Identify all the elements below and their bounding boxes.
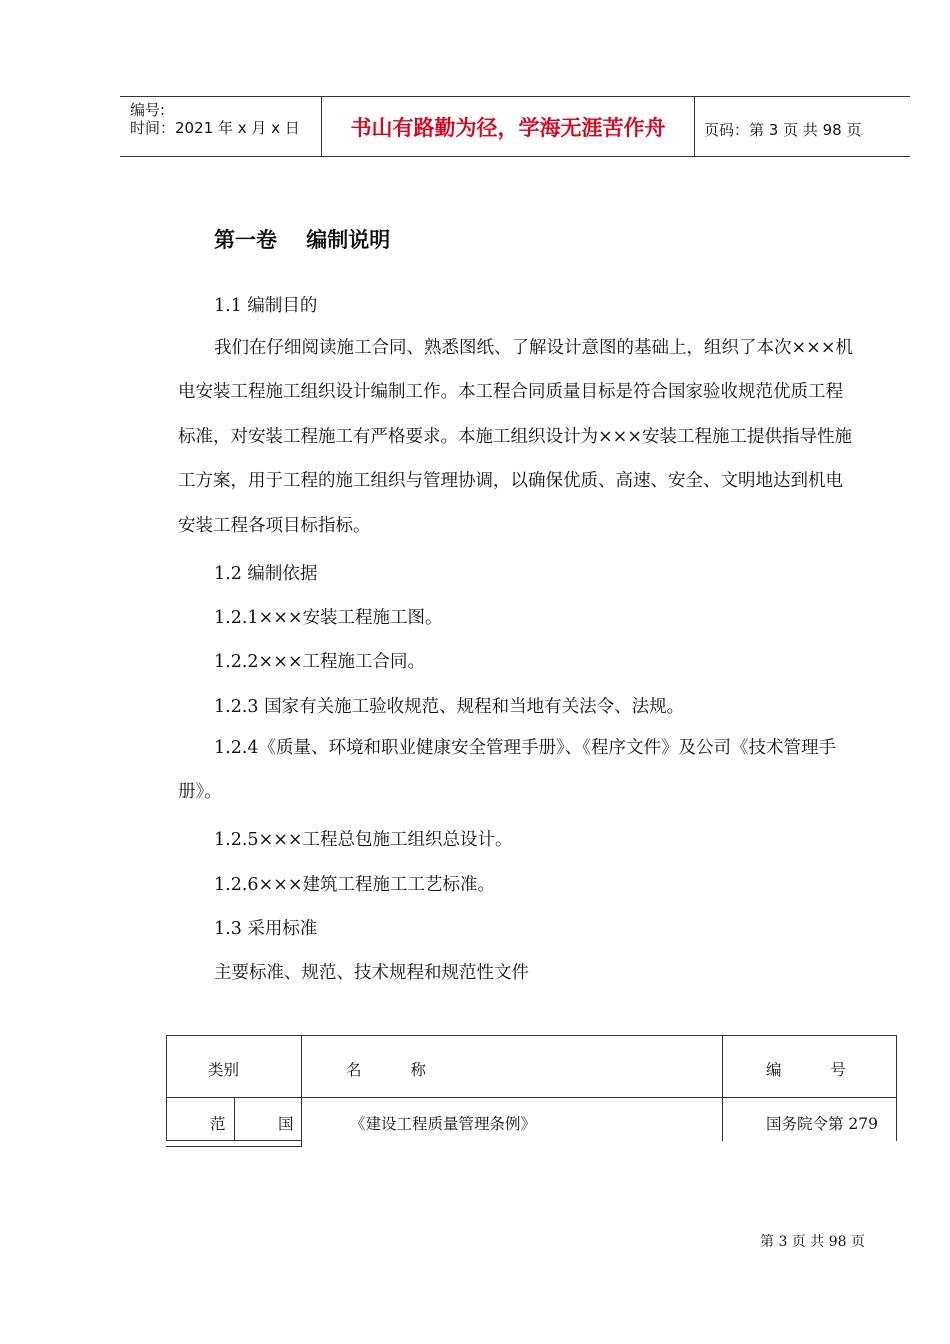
header-time-label: 时间：2021 年 x 月 x 日 <box>130 119 300 137</box>
table-rule <box>896 1035 897 1141</box>
table-cell-name: 《建设工程质量管理条例》 <box>350 1115 537 1133</box>
table-rule <box>301 1035 302 1147</box>
table-rule <box>166 1146 302 1147</box>
header-divider <box>694 97 695 157</box>
table-cell-category-a: 范 <box>210 1115 226 1133</box>
list-item: 1.2.4《质量、环境和职业健康安全管理手册》、《程序文件》及公司《技术管理手册》。 <box>178 738 837 803</box>
table-rule <box>166 1097 897 1098</box>
table-header-category: 类别 <box>208 1061 240 1079</box>
section-heading: 1.3 采用标准 <box>214 919 318 939</box>
table-rule <box>722 1035 723 1141</box>
section-heading: 1.2 编制依据 <box>214 564 318 584</box>
header-top-rule <box>120 96 910 97</box>
header-code-label: 编号: <box>130 101 166 119</box>
table-header-number: 编 号 <box>766 1061 846 1079</box>
table-rule <box>234 1097 235 1141</box>
paragraph: 我们在仔细阅读施工合同、熟悉图纸、了解设计意图的基础上，组织了本次×××机电安装工程施工组织设计编制工作。本工程合同质量目标是符合国家验收规范优质工程标准，对安装工程施工有严格要求。本施工组织设计为×××安装工程施工提供指导性施工方案，用于工程的施工组织与管理协调，以确保优质、高速、安全、文明地达到机电安装工程各项目标指标。 <box>178 338 853 536</box>
list-item: 1.2.2×××工程施工合同。 <box>214 652 426 672</box>
list-item: 1.2.5×××工程总包施工组织总设计。 <box>214 830 513 850</box>
list-item: 1.2.3 国家有关施工验收规范、规程和当地有关法令、法规。 <box>214 697 685 717</box>
header-motto: 书山有路勤为径，学海无涯苦作舟 <box>350 116 666 140</box>
table-cell-number: 国务院令第 279 <box>766 1115 879 1133</box>
footer-page-info: 第 3 页 共 98 页 <box>760 1234 865 1250</box>
table-rule <box>166 1035 897 1036</box>
header-page-info: 页码：第 3 页 共 98 页 <box>704 121 862 139</box>
header-bottom-rule <box>120 156 910 157</box>
list-item: 1.2.6×××建筑工程施工工艺标准。 <box>214 875 496 895</box>
paragraph: 主要标准、规范、技术规程和规范性文件 <box>214 963 529 983</box>
section-heading: 1.1 编制目的 <box>214 296 318 316</box>
table-rule <box>166 1035 167 1141</box>
list-item: 1.2.1×××安装工程施工图。 <box>214 608 443 628</box>
table-header-name: 名 称 <box>346 1061 426 1079</box>
table-cell-category-b: 国 <box>278 1115 294 1133</box>
document-title: 第一卷 编制说明 <box>214 228 391 252</box>
